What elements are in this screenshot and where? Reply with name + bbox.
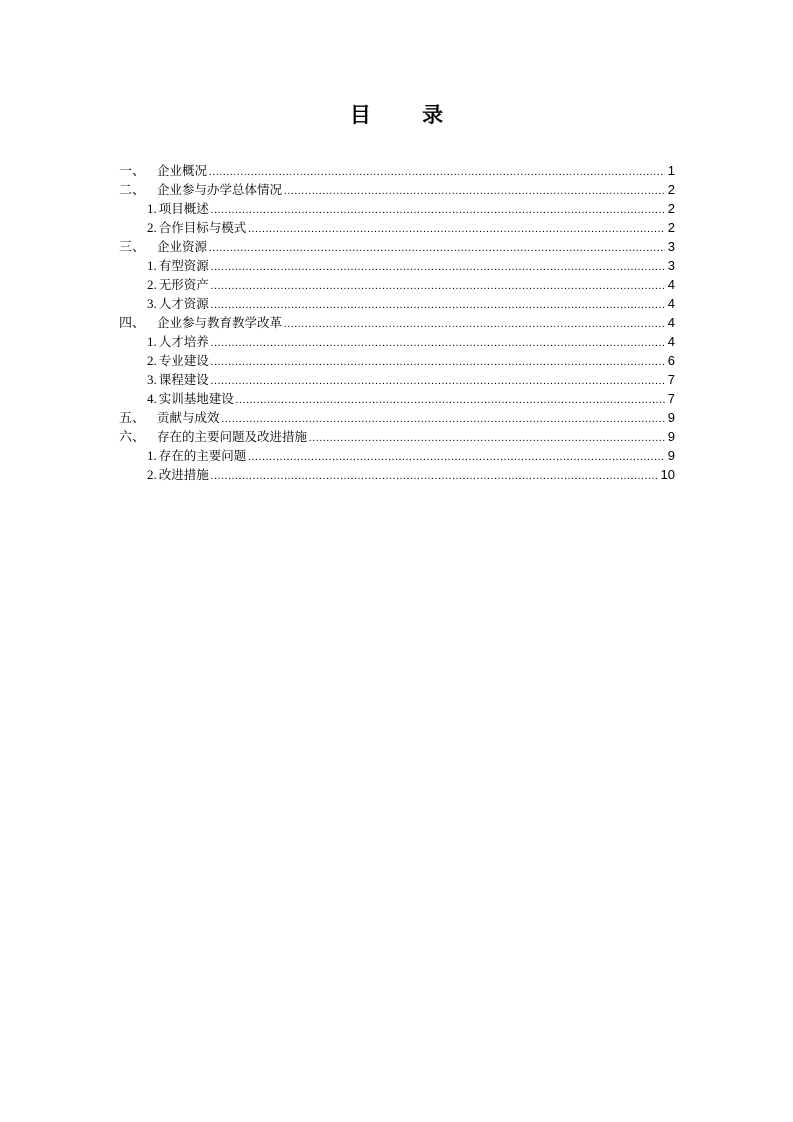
toc-title: 目 录 [349, 103, 466, 127]
toc-entry[interactable] [119, 218, 675, 237]
toc-entry-number: 二、 [119, 182, 146, 197]
toc-entry-title: 改进措施 [158, 467, 209, 482]
toc-entry-number: 2. [147, 467, 157, 482]
toc-entry-page-number: 7 [667, 372, 675, 387]
toc-entry-number: 3. [147, 296, 157, 311]
toc-entry-title: 有型资源 [158, 258, 209, 273]
toc-entry-number: 3. [147, 372, 157, 387]
toc-entry-number: 1. [147, 201, 157, 216]
toc-entry[interactable] [119, 313, 675, 332]
toc-entry-number: 2. [147, 353, 157, 368]
toc-entry-title: 企业资源 [157, 239, 208, 254]
toc-entry[interactable] [119, 161, 675, 180]
toc-dot-leader [211, 296, 665, 315]
toc-entry-title: 人才培养 [158, 334, 209, 349]
toc-entry-number: 1. [147, 258, 157, 273]
toc-entry-number: 1. [147, 448, 157, 463]
toc-entry-number: 一、 [119, 163, 146, 178]
toc-entry[interactable] [119, 465, 675, 484]
toc-entry[interactable] [119, 389, 675, 408]
toc-dot-leader [211, 201, 665, 220]
table-of-contents [119, 161, 675, 484]
toc-entry-title: 课程建设 [158, 372, 209, 387]
toc-entry-title: 贡献与成效 [157, 410, 220, 425]
toc-entry[interactable] [119, 351, 675, 370]
toc-entry[interactable] [119, 275, 675, 294]
toc-entry-title: 实训基地建设 [158, 391, 234, 406]
toc-dot-leader [248, 448, 665, 467]
toc-dot-leader [209, 163, 665, 182]
toc-entry[interactable] [119, 294, 675, 313]
toc-entry-title: 专业建设 [158, 353, 209, 368]
toc-entry-title: 无形资产 [158, 277, 209, 292]
toc-entry-page-number: 9 [667, 448, 675, 463]
toc-entry-number: 4. [147, 391, 157, 406]
toc-dot-leader [222, 410, 665, 429]
toc-entry[interactable] [119, 446, 675, 465]
toc-dot-leader [211, 334, 665, 353]
toc-entry-page-number: 4 [667, 277, 675, 292]
toc-entry-page-number: 2 [667, 201, 675, 216]
toc-dot-leader [211, 353, 665, 372]
toc-entry[interactable] [119, 427, 675, 446]
toc-entry-title: 合作目标与模式 [158, 220, 247, 235]
toc-entry-page-number: 1 [667, 163, 675, 178]
toc-entry-page-number: 3 [667, 239, 675, 254]
toc-entry-page-number: 9 [667, 410, 675, 425]
toc-entry[interactable] [119, 408, 675, 427]
toc-entry-number: 1. [147, 334, 157, 349]
toc-dot-leader [211, 372, 665, 391]
toc-dot-leader [284, 182, 665, 201]
toc-entry[interactable] [119, 256, 675, 275]
toc-entry-title: 企业参与教育教学改革 [157, 315, 283, 330]
toc-entry-title: 企业概况 [157, 163, 208, 178]
toc-entry-number: 六、 [119, 429, 146, 444]
toc-entry-page-number: 6 [667, 353, 675, 368]
toc-entry[interactable] [119, 180, 675, 199]
toc-dot-leader [236, 391, 665, 410]
toc-entry-title: 存在的主要问题 [158, 448, 247, 463]
toc-entry-number: 三、 [119, 239, 146, 254]
toc-entry-title: 企业参与办学总体情况 [157, 182, 283, 197]
toc-entry-number: 四、 [119, 315, 146, 330]
toc-entry-page-number: 2 [667, 220, 675, 235]
toc-entry[interactable] [119, 237, 675, 256]
toc-dot-leader [284, 315, 665, 334]
toc-dot-leader [248, 220, 665, 239]
toc-entry-page-number: 4 [667, 315, 675, 330]
toc-entry-page-number: 10 [660, 467, 675, 482]
toc-entry-page-number: 4 [667, 296, 675, 311]
toc-dot-leader [309, 429, 665, 448]
toc-dot-leader [209, 239, 665, 258]
toc-entry-page-number: 7 [667, 391, 675, 406]
toc-entry-page-number: 4 [667, 334, 675, 349]
toc-entry-number: 2. [147, 277, 157, 292]
toc-entry-page-number: 3 [667, 258, 675, 273]
toc-entry-page-number: 9 [667, 429, 675, 444]
toc-entry-title: 人才资源 [158, 296, 209, 311]
toc-entry-page-number: 2 [667, 182, 675, 197]
toc-entry-title: 存在的主要问题及改进措施 [157, 429, 308, 444]
toc-entry-title: 项目概述 [158, 201, 209, 216]
toc-dot-leader [211, 258, 665, 277]
toc-dot-leader [211, 467, 659, 486]
toc-dot-leader [211, 277, 665, 296]
toc-entry-number: 2. [147, 220, 157, 235]
toc-entry-number: 五、 [119, 410, 146, 425]
toc-entry[interactable] [119, 332, 675, 351]
toc-entry[interactable] [119, 199, 675, 218]
toc-entry[interactable] [119, 370, 675, 389]
